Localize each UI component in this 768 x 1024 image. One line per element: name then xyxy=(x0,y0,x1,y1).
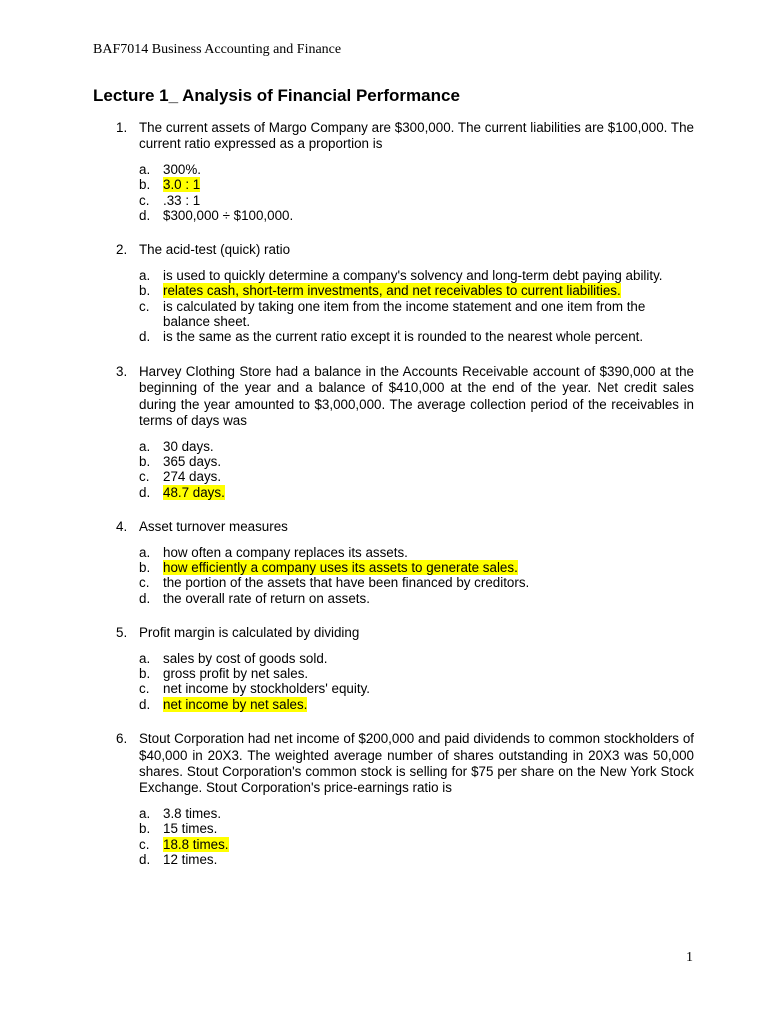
option-b xyxy=(139,283,694,298)
option-text: is calculated by taking one item from the income statement and one item from the balance sheet. xyxy=(163,298,646,330)
question-number: 5. xyxy=(116,625,128,641)
option-text: net income by stockholders' equity. xyxy=(163,681,370,697)
option-letter: c. xyxy=(139,681,150,697)
option-text: 3.8 times. xyxy=(163,805,222,821)
option-d xyxy=(139,852,694,867)
question-text: The current assets of Margo Company are $300,000. The current liabilities are $100,000. The current ratio expressed as a proportion is xyxy=(139,120,694,152)
option-text: $300,000 ÷ $100,000. xyxy=(163,208,294,224)
option-letter: a. xyxy=(139,438,151,454)
option-text: sales by cost of goods sold. xyxy=(163,650,328,666)
option-text: 30 days. xyxy=(163,438,214,454)
option-text: 12 times. xyxy=(163,852,218,868)
option-text: 18.8 times. xyxy=(163,836,229,852)
option-letter: c. xyxy=(139,575,150,591)
option-letter: a. xyxy=(139,267,151,283)
option-list xyxy=(139,162,694,224)
option-letter: a. xyxy=(139,161,151,177)
option-list xyxy=(139,806,694,868)
question-number: 4. xyxy=(116,519,128,535)
option-letter: b. xyxy=(139,665,151,681)
page-title: Lecture 1_ Analysis of Financial Performance xyxy=(93,86,460,105)
option-a xyxy=(139,439,694,454)
option-letter: c. xyxy=(139,192,150,208)
option-c xyxy=(139,837,694,852)
option-letter: d. xyxy=(139,484,151,500)
option-letter: c. xyxy=(139,469,150,485)
question-6 xyxy=(93,731,694,867)
option-letter: d. xyxy=(139,329,151,345)
option-text: is used to quickly determine a company's solvency and long-term debt paying ability. xyxy=(163,267,663,283)
question-1 xyxy=(93,120,694,223)
page-number: 1 xyxy=(686,950,693,965)
option-list xyxy=(139,439,694,501)
question-number: 6. xyxy=(116,731,128,747)
option-letter: d. xyxy=(139,852,151,868)
option-letter: b. xyxy=(139,177,151,193)
question-text: Harvey Clothing Store had a balance in the Accounts Receivable account of $390,000 at the beginning of the year and a balance of $410,000 at the end of the year. Net credit sales during the year amounted to $3,000,000. The average collection period of the receivables in terms of days was xyxy=(139,363,694,429)
option-d xyxy=(139,485,694,500)
running-header: BAF7014 Business Accounting and Finance xyxy=(93,42,342,57)
option-letter: b. xyxy=(139,821,151,837)
option-text: the overall rate of return on assets. xyxy=(163,590,370,606)
option-d xyxy=(139,591,694,606)
option-letter: d. xyxy=(139,590,151,606)
question-text: Profit margin is calculated by dividing xyxy=(139,625,360,641)
option-text: the portion of the assets that have been financed by creditors. xyxy=(163,575,530,591)
question-3 xyxy=(93,364,694,500)
question-number: 3. xyxy=(116,363,128,379)
option-b xyxy=(139,177,694,192)
question-4 xyxy=(93,519,694,606)
option-list xyxy=(139,651,694,713)
option-text: relates cash, short-term investments, and net receivables to current liabilities. xyxy=(163,283,621,299)
option-c xyxy=(139,575,694,590)
option-text: is the same as the current ratio except it is rounded to the nearest whole percent. xyxy=(163,329,644,345)
option-letter: c. xyxy=(139,836,150,852)
option-letter: b. xyxy=(139,559,151,575)
option-a xyxy=(139,545,694,560)
option-c xyxy=(139,299,694,330)
option-text: 3.0 : 1 xyxy=(163,177,201,193)
option-b xyxy=(139,666,694,681)
option-letter: c. xyxy=(139,298,150,314)
option-c xyxy=(139,469,694,484)
option-letter: b. xyxy=(139,453,151,469)
question-text: The acid-test (quick) ratio xyxy=(139,242,291,258)
question-number: 1. xyxy=(116,120,128,135)
option-b xyxy=(139,454,694,469)
option-text: .33 : 1 xyxy=(163,192,201,208)
question-text: Asset turnover measures xyxy=(139,519,288,535)
option-d xyxy=(139,329,694,344)
question-5 xyxy=(93,625,694,712)
option-text: net income by net sales. xyxy=(163,696,308,712)
option-b xyxy=(139,821,694,836)
option-list xyxy=(139,268,694,345)
question-text: Stout Corporation had net income of $200,000 and paid dividends to common stockholders of $40,000 in 20X3. The weighted average number of shares outstanding in 20X3 was 50,000 shares. Stout Corporation's common stock is selling for $75 per share on the New York Stock Exchange. Stout Corporation's price-earnings ratio is xyxy=(139,731,694,796)
option-a xyxy=(139,268,694,283)
option-letter: a. xyxy=(139,650,151,666)
option-letter: b. xyxy=(139,283,151,299)
question-number: 2. xyxy=(116,242,128,258)
option-text: 48.7 days. xyxy=(163,484,225,500)
option-c xyxy=(139,193,694,208)
option-c xyxy=(139,681,694,696)
option-b xyxy=(139,560,694,575)
option-d xyxy=(139,208,694,223)
question-list xyxy=(93,120,694,886)
option-text: gross profit by net sales. xyxy=(163,665,309,681)
option-text: 300%. xyxy=(163,161,201,177)
option-text: 365 days. xyxy=(163,453,222,469)
option-a xyxy=(139,651,694,666)
option-text: how often a company replaces its assets. xyxy=(163,544,408,560)
option-a xyxy=(139,806,694,821)
option-d xyxy=(139,697,694,712)
option-text: 274 days. xyxy=(163,469,222,485)
option-text: 15 times. xyxy=(163,821,218,837)
option-text: how efficiently a company uses its assets to generate sales. xyxy=(163,559,518,575)
option-letter: a. xyxy=(139,544,151,560)
option-letter: d. xyxy=(139,208,151,224)
option-a xyxy=(139,162,694,177)
option-list xyxy=(139,545,694,607)
question-2 xyxy=(93,242,694,344)
option-letter: a. xyxy=(139,805,151,821)
option-letter: d. xyxy=(139,696,151,712)
